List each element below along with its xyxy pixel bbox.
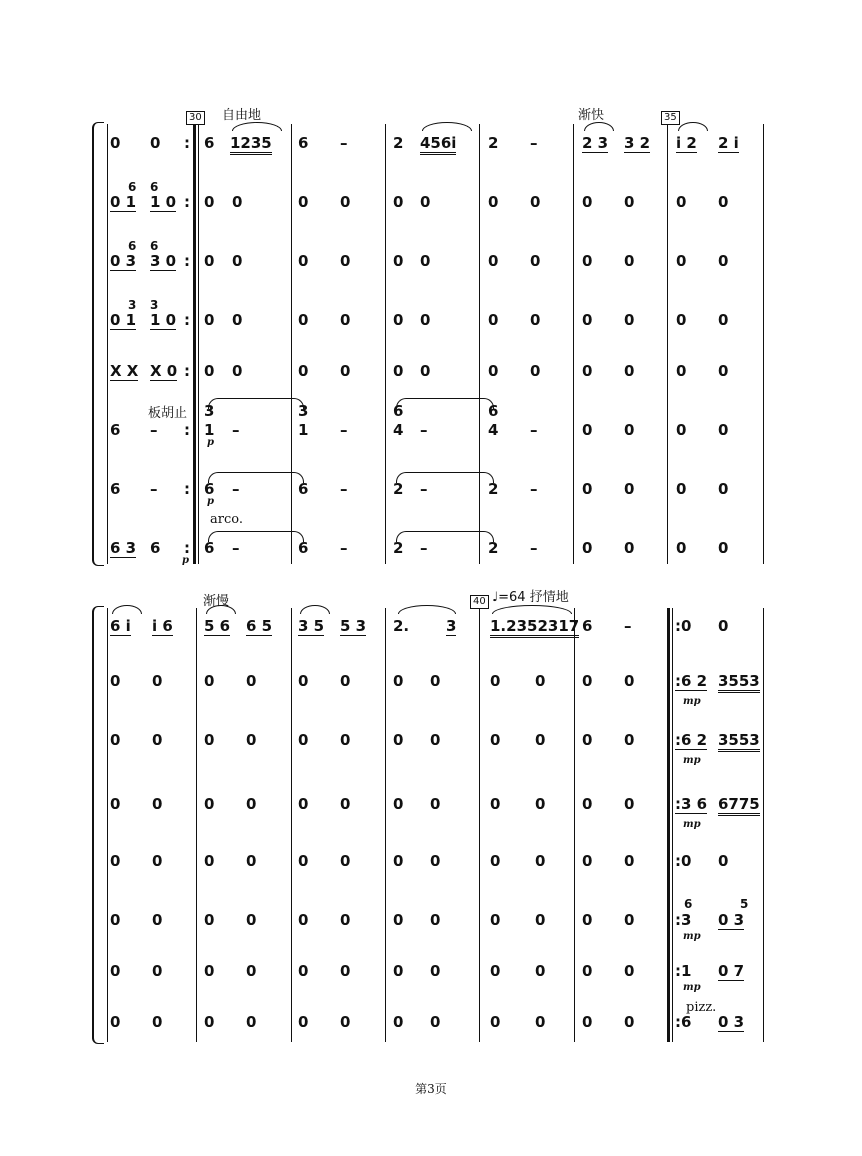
note-group: 6 i — [110, 617, 131, 635]
tie — [396, 398, 494, 409]
note-group: 0 1 — [110, 311, 137, 329]
rest: 0 — [340, 962, 351, 980]
note: 6 — [298, 480, 309, 498]
rest: 0 — [204, 795, 215, 813]
rest: 0 — [298, 193, 309, 211]
repeat-sign: : — [184, 134, 190, 152]
note: 2 — [488, 480, 499, 498]
tie — [208, 398, 304, 409]
rest: 0 — [420, 252, 431, 270]
rest: 0 — [490, 731, 501, 749]
note: :1 — [675, 962, 692, 980]
dynamic-mark: mp — [683, 982, 701, 993]
rest: 0 — [530, 311, 541, 329]
repeat-sign: : — [184, 311, 190, 329]
rest: 0 — [582, 1013, 593, 1031]
rest: 0 — [676, 362, 687, 380]
pizz-mark: pizz. — [686, 1000, 717, 1015]
rest: 0 — [718, 193, 729, 211]
rest: 0 — [110, 1013, 121, 1031]
rest: 0 — [624, 1013, 635, 1031]
chord-top-note: 3 — [204, 402, 215, 420]
rest: 0 — [393, 911, 404, 929]
rest: 0 — [718, 539, 729, 557]
rest: 0 — [582, 421, 593, 439]
rest: 0 — [340, 795, 351, 813]
rest: 0 — [393, 672, 404, 690]
rest: 0 — [393, 311, 404, 329]
barline — [667, 124, 668, 564]
note-group: 1235 — [230, 134, 272, 155]
rest: 0 — [624, 421, 635, 439]
rest: 0 — [110, 962, 121, 980]
note-group: 5 6 — [204, 617, 231, 635]
metronome-mark: ♩=64 抒情地 — [492, 590, 569, 605]
note: 4 — [393, 421, 404, 439]
rest: 0 — [340, 1013, 351, 1031]
measure-number: 30 — [186, 111, 205, 125]
rest: 0 — [204, 362, 215, 380]
page-number: 第3页 — [415, 1082, 447, 1096]
dash: – — [530, 134, 538, 152]
dash: – — [232, 480, 240, 498]
rest: 0 — [420, 362, 431, 380]
rest: 0 — [152, 962, 163, 980]
rest: 0 — [420, 311, 431, 329]
start-barline — [107, 124, 108, 564]
rest: 0 — [298, 311, 309, 329]
rest: 0 — [530, 252, 541, 270]
note-group: :6 2 — [675, 731, 708, 749]
rest: 0 — [582, 362, 593, 380]
rest: 0 — [246, 672, 257, 690]
note: 4 — [488, 421, 499, 439]
slur — [678, 122, 708, 131]
dash: – — [530, 480, 538, 498]
note-group: 1.2352317 — [490, 617, 579, 638]
rest: 0 — [340, 362, 351, 380]
note-group: 0 7 — [718, 962, 745, 980]
note-group: 0 3 — [110, 252, 137, 270]
rest: 0 — [152, 795, 163, 813]
start-barline — [107, 608, 108, 1042]
rest: 0 — [624, 795, 635, 813]
rest: 0 — [676, 480, 687, 498]
rest: 0 — [718, 311, 729, 329]
note: 1 — [204, 421, 215, 439]
slur — [422, 122, 472, 131]
rest: 0 — [676, 421, 687, 439]
rest: 0 — [152, 672, 163, 690]
note-group: 3553 — [718, 731, 760, 752]
rest: 0 — [393, 193, 404, 211]
rest: 0 — [110, 795, 121, 813]
rest: 0 — [488, 252, 499, 270]
slur — [232, 122, 282, 131]
upper-octave-note: 6 — [128, 239, 137, 253]
rest: 0 — [232, 362, 243, 380]
rest: 0 — [232, 193, 243, 211]
rest: 0 — [420, 193, 431, 211]
rest: 0 — [204, 252, 215, 270]
rest: 0 — [582, 852, 593, 870]
rest: 0 — [718, 480, 729, 498]
dynamic-mark: p — [207, 437, 214, 448]
chord-top-note: 6 — [488, 402, 499, 420]
note-group: 0 3 — [718, 1013, 745, 1031]
rest: 0 — [676, 539, 687, 557]
rest: 0 — [110, 911, 121, 929]
rest: 0 — [535, 1013, 546, 1031]
rest: 0 — [340, 672, 351, 690]
dash: – — [232, 421, 240, 439]
note: 3 — [446, 617, 457, 635]
dash: – — [420, 421, 428, 439]
repeat-sign: : — [184, 362, 190, 380]
dash: – — [420, 539, 428, 557]
rest: 0 — [204, 672, 215, 690]
note: 2 — [393, 539, 404, 557]
end-barline — [763, 124, 764, 564]
system-bracket — [92, 606, 104, 1044]
upper-octave-note: 6 — [684, 897, 693, 911]
note: 6 — [204, 480, 215, 498]
tempo-mark: 渐慢 — [203, 594, 230, 609]
note: 6 — [298, 134, 309, 152]
rest: 0 — [430, 795, 441, 813]
upper-octave-note: 6 — [150, 239, 159, 253]
rest: 0 — [490, 672, 501, 690]
dash: – — [232, 539, 240, 557]
rest: 0 — [110, 672, 121, 690]
upper-octave-note: 3 — [128, 298, 137, 312]
note-group: 3 2 — [624, 134, 651, 152]
note: :3 — [675, 911, 692, 929]
note-group: :6 2 — [675, 672, 708, 690]
slur — [206, 605, 236, 614]
barline — [573, 124, 574, 564]
rest: 0 — [676, 252, 687, 270]
arco-mark: arco. — [210, 512, 243, 527]
rest: 0 — [430, 911, 441, 929]
rest: 0 — [298, 252, 309, 270]
tempo-mark: 渐快 — [578, 108, 605, 123]
rest: 0 — [340, 193, 351, 211]
rest: 0 — [298, 1013, 309, 1031]
rest: 0 — [204, 731, 215, 749]
note: 0 — [110, 134, 121, 152]
rest: 0 — [490, 962, 501, 980]
dotted-note: 2. — [393, 617, 410, 635]
dash: – — [340, 539, 348, 557]
rest: 0 — [340, 252, 351, 270]
rest: 0 — [676, 193, 687, 211]
dash: – — [420, 480, 428, 498]
repeat-barline-thin — [198, 124, 199, 564]
rest: 0 — [582, 731, 593, 749]
repeat-sign: : — [184, 252, 190, 270]
rest: 0 — [393, 362, 404, 380]
note: 6 — [204, 539, 215, 557]
rest: 0 — [232, 311, 243, 329]
rest: 0 — [624, 962, 635, 980]
rest: 0 — [624, 311, 635, 329]
rest: 0 — [582, 311, 593, 329]
rest: 0 — [393, 252, 404, 270]
note-group: 6775 — [718, 795, 760, 816]
note-group: 6 3 — [110, 539, 137, 557]
rest: 0 — [582, 539, 593, 557]
note: 1 — [298, 421, 309, 439]
note-group: 0 3 — [718, 911, 745, 929]
rest: 0 — [624, 362, 635, 380]
repeat-sign: : — [184, 480, 190, 498]
rest: 0 — [204, 311, 215, 329]
dynamic-mark: p — [182, 555, 189, 566]
rest: 0 — [246, 731, 257, 749]
rest: 0 — [490, 1013, 501, 1031]
note-group: X 0 — [150, 362, 178, 380]
rest: 0 — [152, 731, 163, 749]
note: 6 — [110, 421, 121, 439]
rest: 0 — [624, 480, 635, 498]
rest: 0 — [582, 672, 593, 690]
rest: 0 — [624, 731, 635, 749]
rest: 0 — [582, 911, 593, 929]
note-group: 3 0 — [150, 252, 177, 270]
dash: – — [530, 539, 538, 557]
upper-octave-note: 6 — [128, 180, 137, 194]
slur — [112, 605, 142, 614]
rest: 0 — [582, 795, 593, 813]
dash: – — [340, 421, 348, 439]
tie — [396, 472, 494, 483]
note-group: i 6 — [152, 617, 173, 635]
rest: 0 — [624, 911, 635, 929]
rest: 0 — [340, 852, 351, 870]
rest: 0 — [624, 252, 635, 270]
rest: 0 — [718, 421, 729, 439]
rest: 0 — [152, 852, 163, 870]
repeat-barline — [193, 124, 196, 564]
rest: 0 — [624, 539, 635, 557]
slur — [492, 605, 572, 614]
note: 2 — [393, 480, 404, 498]
rest: 0 — [204, 852, 215, 870]
repeat-barline — [667, 608, 670, 1042]
rest: 0 — [430, 672, 441, 690]
note-group: 456i — [420, 134, 456, 155]
instrument-stop-note: 板胡止 — [148, 406, 188, 421]
rest: 0 — [393, 731, 404, 749]
barline — [479, 124, 480, 564]
note: :6 — [675, 1013, 692, 1031]
rest: 0 — [624, 672, 635, 690]
rest: 0 — [488, 311, 499, 329]
dash: – — [530, 421, 538, 439]
repeat-sign: : — [184, 193, 190, 211]
note: 6 — [150, 539, 161, 557]
rest: 0 — [530, 193, 541, 211]
rest: 0 — [110, 852, 121, 870]
rest: 0 — [535, 731, 546, 749]
rest: 0 — [488, 193, 499, 211]
rest: 0 — [246, 962, 257, 980]
rest: 0 — [340, 311, 351, 329]
note-group: :3 6 — [675, 795, 708, 813]
tie — [208, 472, 304, 483]
note-group: 3 5 — [298, 617, 325, 635]
note: 2 — [488, 134, 499, 152]
note-group: 1 0 — [150, 311, 177, 329]
chord-top-note: 3 — [298, 402, 309, 420]
rest: 0 — [298, 362, 309, 380]
rest: 0 — [490, 795, 501, 813]
rest: 0 — [298, 911, 309, 929]
rest: 0 — [393, 962, 404, 980]
rest: 0 — [246, 795, 257, 813]
rest: 0 — [204, 962, 215, 980]
quarter-note-icon: ♩ — [492, 590, 499, 605]
note: 0 — [150, 134, 161, 152]
rest: 0 — [535, 672, 546, 690]
rest: 0 — [246, 852, 257, 870]
barline — [291, 608, 292, 1042]
note: 6 — [298, 539, 309, 557]
barline — [479, 608, 480, 1042]
note-group: 2 i — [718, 134, 739, 152]
chord-top-note: 6 — [393, 402, 404, 420]
rest: 0 — [535, 962, 546, 980]
upper-octave-note: 3 — [150, 298, 159, 312]
rest: 0 — [204, 911, 215, 929]
rest: 0 — [298, 731, 309, 749]
note-group: X X — [110, 362, 139, 380]
note-group: i 2 — [676, 134, 697, 152]
barline — [385, 124, 386, 564]
rest: 0 — [298, 795, 309, 813]
measure-number: 40 — [470, 595, 489, 609]
slur — [398, 605, 456, 614]
system-bracket — [92, 122, 104, 566]
rest: 0 — [393, 1013, 404, 1031]
rest: 0 — [535, 795, 546, 813]
rest: 0 — [490, 852, 501, 870]
dash: – — [150, 421, 158, 439]
rest: 0 — [430, 1013, 441, 1031]
rest: 0 — [204, 193, 215, 211]
rest: 0 — [298, 962, 309, 980]
dash: – — [340, 480, 348, 498]
note-group: 0 1 — [110, 193, 137, 211]
dynamic-mark: mp — [683, 931, 701, 942]
repeat-start-rest: :0 — [675, 617, 692, 635]
end-barline — [763, 608, 764, 1042]
tie — [396, 531, 494, 542]
dash: – — [150, 480, 158, 498]
tempo-mark: 自由地 — [222, 108, 262, 123]
note-group: 6 5 — [246, 617, 273, 635]
rest: 0 — [490, 911, 501, 929]
rest: 0 — [152, 911, 163, 929]
rest: 0 — [430, 962, 441, 980]
rest: 0 — [298, 672, 309, 690]
dash: – — [340, 134, 348, 152]
barline — [196, 608, 197, 1042]
rest: 0 — [582, 480, 593, 498]
note-group: 1 0 — [150, 193, 177, 211]
tie — [208, 531, 304, 542]
note: 2 — [488, 539, 499, 557]
rest: 0 — [676, 311, 687, 329]
rest: 0 — [488, 362, 499, 380]
dynamic-mark: mp — [683, 696, 701, 707]
note-group: 2 3 — [582, 134, 609, 152]
dynamic-mark: p — [207, 496, 214, 507]
slur — [584, 122, 614, 131]
rest: 0 — [718, 362, 729, 380]
barline — [385, 608, 386, 1042]
measure-number: 35 — [661, 111, 680, 125]
rest: 0 — [535, 852, 546, 870]
note-group: 3553 — [718, 672, 760, 693]
note: 2 — [393, 134, 404, 152]
rest: 0 — [430, 852, 441, 870]
rest: 0 — [232, 252, 243, 270]
dynamic-mark: mp — [683, 819, 701, 830]
repeat-barline-thin — [672, 608, 673, 1042]
rest: 0 — [246, 911, 257, 929]
upper-octave-note: 5 — [740, 897, 749, 911]
rest: 0 — [718, 252, 729, 270]
barline — [291, 124, 292, 564]
dynamic-mark: mp — [683, 755, 701, 766]
rest: 0 — [582, 252, 593, 270]
note-group: 5 3 — [340, 617, 367, 635]
barline — [574, 608, 575, 1042]
dash: – — [624, 617, 632, 635]
repeat-sign: : — [184, 421, 190, 439]
rest: 0 — [624, 852, 635, 870]
rest: 0 — [340, 911, 351, 929]
rest: 0 — [624, 193, 635, 211]
rest: 0 — [110, 731, 121, 749]
rest: 0 — [340, 731, 351, 749]
slur — [300, 605, 330, 614]
note: 6 — [110, 480, 121, 498]
rest: 0 — [718, 852, 729, 870]
rest: 0 — [246, 1013, 257, 1031]
rest: 0 — [582, 193, 593, 211]
rest: 0 — [298, 852, 309, 870]
repeat-start-rest: :0 — [675, 852, 692, 870]
rest: 0 — [393, 795, 404, 813]
rest: 0 — [582, 962, 593, 980]
rest: 0 — [393, 852, 404, 870]
note: 6 — [204, 134, 215, 152]
upper-octave-note: 6 — [150, 180, 159, 194]
repeat-sign: : — [184, 539, 190, 557]
rest: 0 — [430, 731, 441, 749]
rest: 0 — [530, 362, 541, 380]
rest: 0 — [535, 911, 546, 929]
rest: 0 — [152, 1013, 163, 1031]
rest: 0 — [718, 617, 729, 635]
note: 6 — [582, 617, 593, 635]
rest: 0 — [204, 1013, 215, 1031]
